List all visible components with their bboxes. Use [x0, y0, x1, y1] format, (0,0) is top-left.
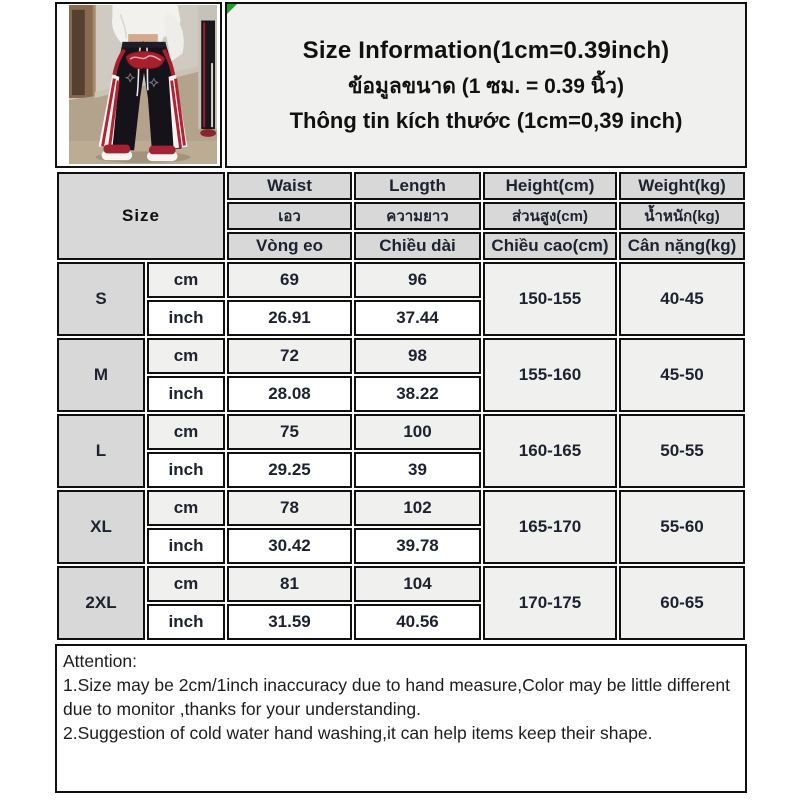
attention-box: [55, 644, 747, 793]
weight-xl: 55-60: [619, 490, 745, 564]
length-inch-2xl: 40.56: [354, 604, 481, 640]
length-cm-2xl: 104: [354, 566, 481, 602]
col-header-waist-vi: Vòng eo: [227, 232, 352, 260]
length-cm-m: 98: [354, 338, 481, 374]
unit-cell: cm: [147, 490, 225, 526]
table-row-m-cm: [57, 338, 745, 374]
length-inch-m: 38.22: [354, 376, 481, 412]
product-photo-box: [55, 2, 222, 168]
waist-cm-l: 75: [227, 414, 352, 450]
col-header-height-en: Height(cm): [483, 172, 617, 200]
table-row-l-cm: [57, 414, 745, 450]
unit-cell: cm: [147, 262, 225, 298]
top-section: [55, 2, 747, 168]
length-inch-xl: 39.78: [354, 528, 481, 564]
unit-cell: cm: [147, 338, 225, 374]
attention-note-2: 2.Suggestion of cold water hand washing,it can help items keep their shape.: [63, 722, 653, 743]
unit-cell: inch: [147, 376, 225, 412]
waist-cm-m: 72: [227, 338, 352, 374]
weight-s: 40-45: [619, 262, 745, 336]
length-cm-xl: 102: [354, 490, 481, 526]
height-m: 155-160: [483, 338, 617, 412]
weight-2xl: 60-65: [619, 566, 745, 640]
waist-inch-xl: 30.42: [227, 528, 352, 564]
waist-inch-m: 28.08: [227, 376, 352, 412]
waist-inch-s: 26.91: [227, 300, 352, 336]
length-inch-l: 39: [354, 452, 481, 488]
col-header-waist-en: Waist: [227, 172, 352, 200]
table-row-2xl-cm: [57, 566, 745, 602]
size-chart-table: [55, 170, 747, 642]
col-header-height-vi: Chiều cao(cm): [483, 232, 617, 260]
green-corner-marker: [227, 4, 237, 14]
size-label-xl: XL: [57, 490, 145, 564]
attention-heading: Attention:: [63, 651, 137, 671]
weight-m: 45-50: [619, 338, 745, 412]
size-label-2xl: 2XL: [57, 566, 145, 640]
attention-note-1: 1.Size may be 2cm/1inch inaccuracy due to hand measure,Color may be little different due to monitor ,thanks for your understanding.: [63, 674, 730, 719]
size-label-s: S: [57, 262, 145, 336]
unit-cell: inch: [147, 452, 225, 488]
product-photo: [69, 5, 217, 164]
waist-cm-xl: 78: [227, 490, 352, 526]
header-row-en: [57, 172, 745, 200]
col-header-waist-th: เอว: [227, 202, 352, 230]
height-s: 150-155: [483, 262, 617, 336]
col-header-length-vi: Chiều dài: [354, 232, 481, 260]
title-box: [225, 2, 747, 168]
title-vietnamese: Thông tin kích thước (1cm=0,39 inch): [289, 107, 683, 133]
col-header-height-th: ส่วนสูง(cm): [483, 202, 617, 230]
unit-cell: cm: [147, 414, 225, 450]
height-l: 160-165: [483, 414, 617, 488]
waist-inch-l: 29.25: [227, 452, 352, 488]
length-cm-s: 96: [354, 262, 481, 298]
waist-cm-2xl: 81: [227, 566, 352, 602]
title-english: Size Information(1cm=0.39inch): [302, 36, 670, 64]
length-cm-l: 100: [354, 414, 481, 450]
col-header-weight-vi: Cân nặng(kg): [619, 232, 745, 260]
unit-cell: inch: [147, 528, 225, 564]
waist-cm-s: 69: [227, 262, 352, 298]
table-row-s-cm: [57, 262, 745, 298]
height-2xl: 170-175: [483, 566, 617, 640]
size-header-cell: Size: [57, 172, 225, 260]
col-header-weight-th: น้ำหนัก(kg): [619, 202, 745, 230]
table-row-xl-cm: [57, 490, 745, 526]
unit-cell: inch: [147, 300, 225, 336]
waist-inch-2xl: 31.59: [227, 604, 352, 640]
col-header-length-en: Length: [354, 172, 481, 200]
unit-cell: cm: [147, 566, 225, 602]
height-xl: 165-170: [483, 490, 617, 564]
unit-cell: inch: [147, 604, 225, 640]
col-header-length-th: ความยาว: [354, 202, 481, 230]
title-thai: ข้อมูลขนาด (1 ซม. = 0.39 นิ้ว): [348, 74, 624, 98]
size-label-l: L: [57, 414, 145, 488]
col-header-weight-en: Weight(kg): [619, 172, 745, 200]
size-label-m: M: [57, 338, 145, 412]
length-inch-s: 37.44: [354, 300, 481, 336]
weight-l: 50-55: [619, 414, 745, 488]
